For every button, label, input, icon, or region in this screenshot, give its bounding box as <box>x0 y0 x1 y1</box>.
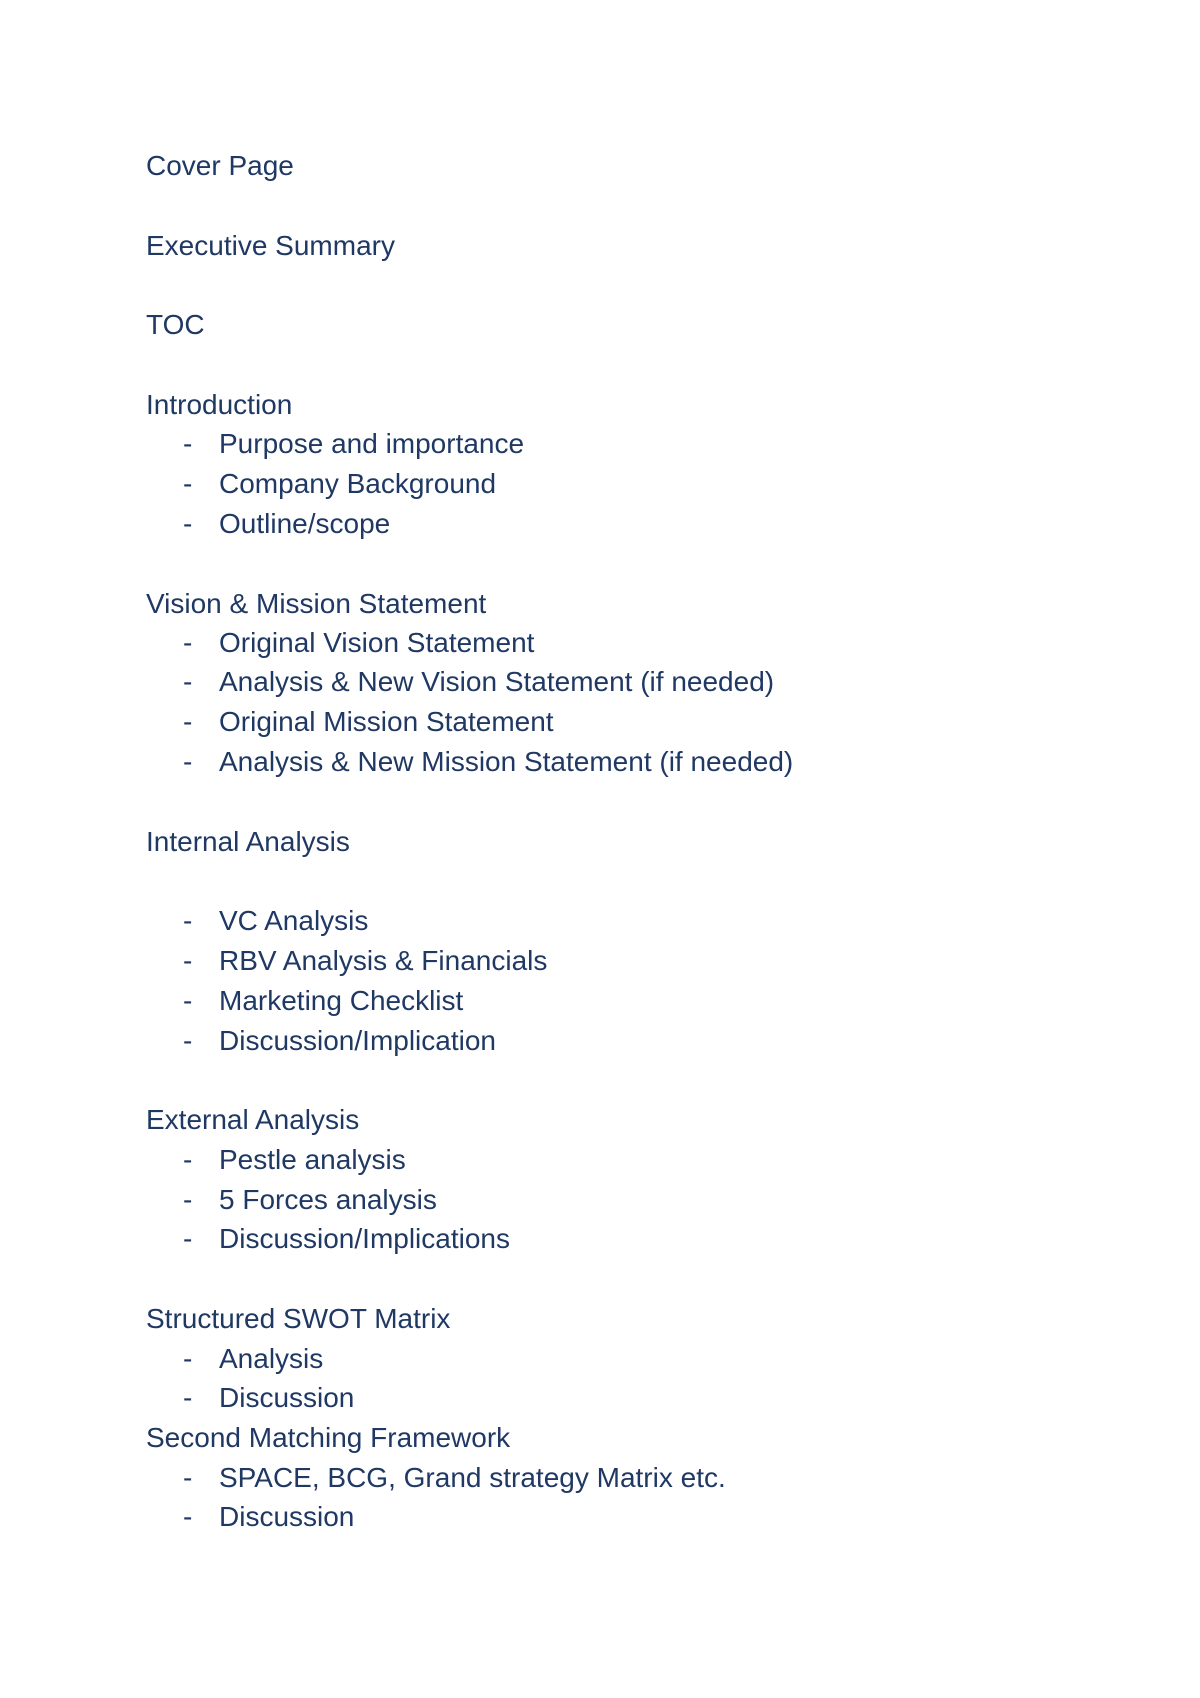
list-item <box>183 984 463 1018</box>
list-item-label: Original Vision Statement <box>219 627 535 658</box>
list-item-label: Purpose and importance <box>219 428 525 459</box>
list-item-label: VC Analysis <box>219 905 369 936</box>
list-item-label: Discussion <box>219 1382 355 1413</box>
list-item <box>183 467 496 501</box>
list-item-label: 5 Forces analysis <box>219 1184 437 1215</box>
list-item-label: Analysis & New Mission Statement (if needed) <box>219 746 794 777</box>
list-item <box>183 1500 354 1534</box>
heading-cover-page: Cover Page <box>146 150 294 181</box>
bullet-dash: - <box>183 1025 193 1056</box>
bullet-dash: - <box>183 746 193 777</box>
list-item-label: Analysis <box>219 1343 324 1374</box>
bullet-dash: - <box>183 1382 193 1413</box>
bullet-dash: - <box>183 1462 193 1493</box>
list-item <box>183 1143 406 1177</box>
heading-external-analysis: External Analysis <box>146 1104 360 1135</box>
list-item-label: Discussion/Implication <box>219 1025 496 1056</box>
list-item-label: Company Background <box>219 468 497 499</box>
bullet-dash: - <box>183 666 193 697</box>
list-item-label: Marketing Checklist <box>219 985 464 1016</box>
list-item <box>183 1381 354 1415</box>
list-item-label: Outline/scope <box>219 508 391 539</box>
bullet-dash: - <box>183 905 193 936</box>
list-item-label: Original Mission Statement <box>219 706 554 737</box>
list-item <box>183 904 368 938</box>
list-item <box>183 1461 726 1495</box>
list-item-label: Discussion <box>219 1501 355 1532</box>
bullet-dash: - <box>183 1223 193 1254</box>
bullet-dash: - <box>183 468 193 499</box>
list-item <box>183 1183 437 1217</box>
bullet-dash: - <box>183 945 193 976</box>
bullet-dash: - <box>183 1144 193 1175</box>
heading-toc: TOC <box>146 309 205 340</box>
heading-introduction: Introduction <box>146 389 293 420</box>
heading-vision-mission: Vision & Mission Statement <box>146 588 487 619</box>
heading-internal-analysis: Internal Analysis <box>146 826 350 857</box>
bullet-dash: - <box>183 706 193 737</box>
list-item-label: Pestle analysis <box>219 1144 406 1175</box>
list-item <box>183 665 774 699</box>
list-item-label: Analysis & New Vision Statement (if needed) <box>219 666 775 697</box>
list-item <box>183 427 524 461</box>
list-item <box>183 745 793 779</box>
bullet-dash: - <box>183 627 193 658</box>
bullet-dash: - <box>183 1501 193 1532</box>
heading-second-matching-framework: Second Matching Framework <box>146 1422 511 1453</box>
list-item <box>183 507 390 541</box>
bullet-dash: - <box>183 428 193 459</box>
list-item-label: RBV Analysis & Financials <box>219 945 548 976</box>
bullet-dash: - <box>183 1184 193 1215</box>
list-item <box>183 705 554 739</box>
heading-executive-summary: Executive Summary <box>146 230 395 261</box>
list-item-label: Discussion/Implications <box>219 1223 510 1254</box>
list-item <box>183 944 547 978</box>
bullet-dash: - <box>183 985 193 1016</box>
list-item <box>183 1024 496 1058</box>
list-item <box>183 1342 323 1376</box>
bullet-dash: - <box>183 1343 193 1374</box>
bullet-dash: - <box>183 508 193 539</box>
list-item <box>183 1222 510 1256</box>
heading-swot-matrix: Structured SWOT Matrix <box>146 1303 451 1334</box>
list-item <box>183 626 534 660</box>
list-item-label: SPACE, BCG, Grand strategy Matrix etc. <box>219 1462 726 1493</box>
